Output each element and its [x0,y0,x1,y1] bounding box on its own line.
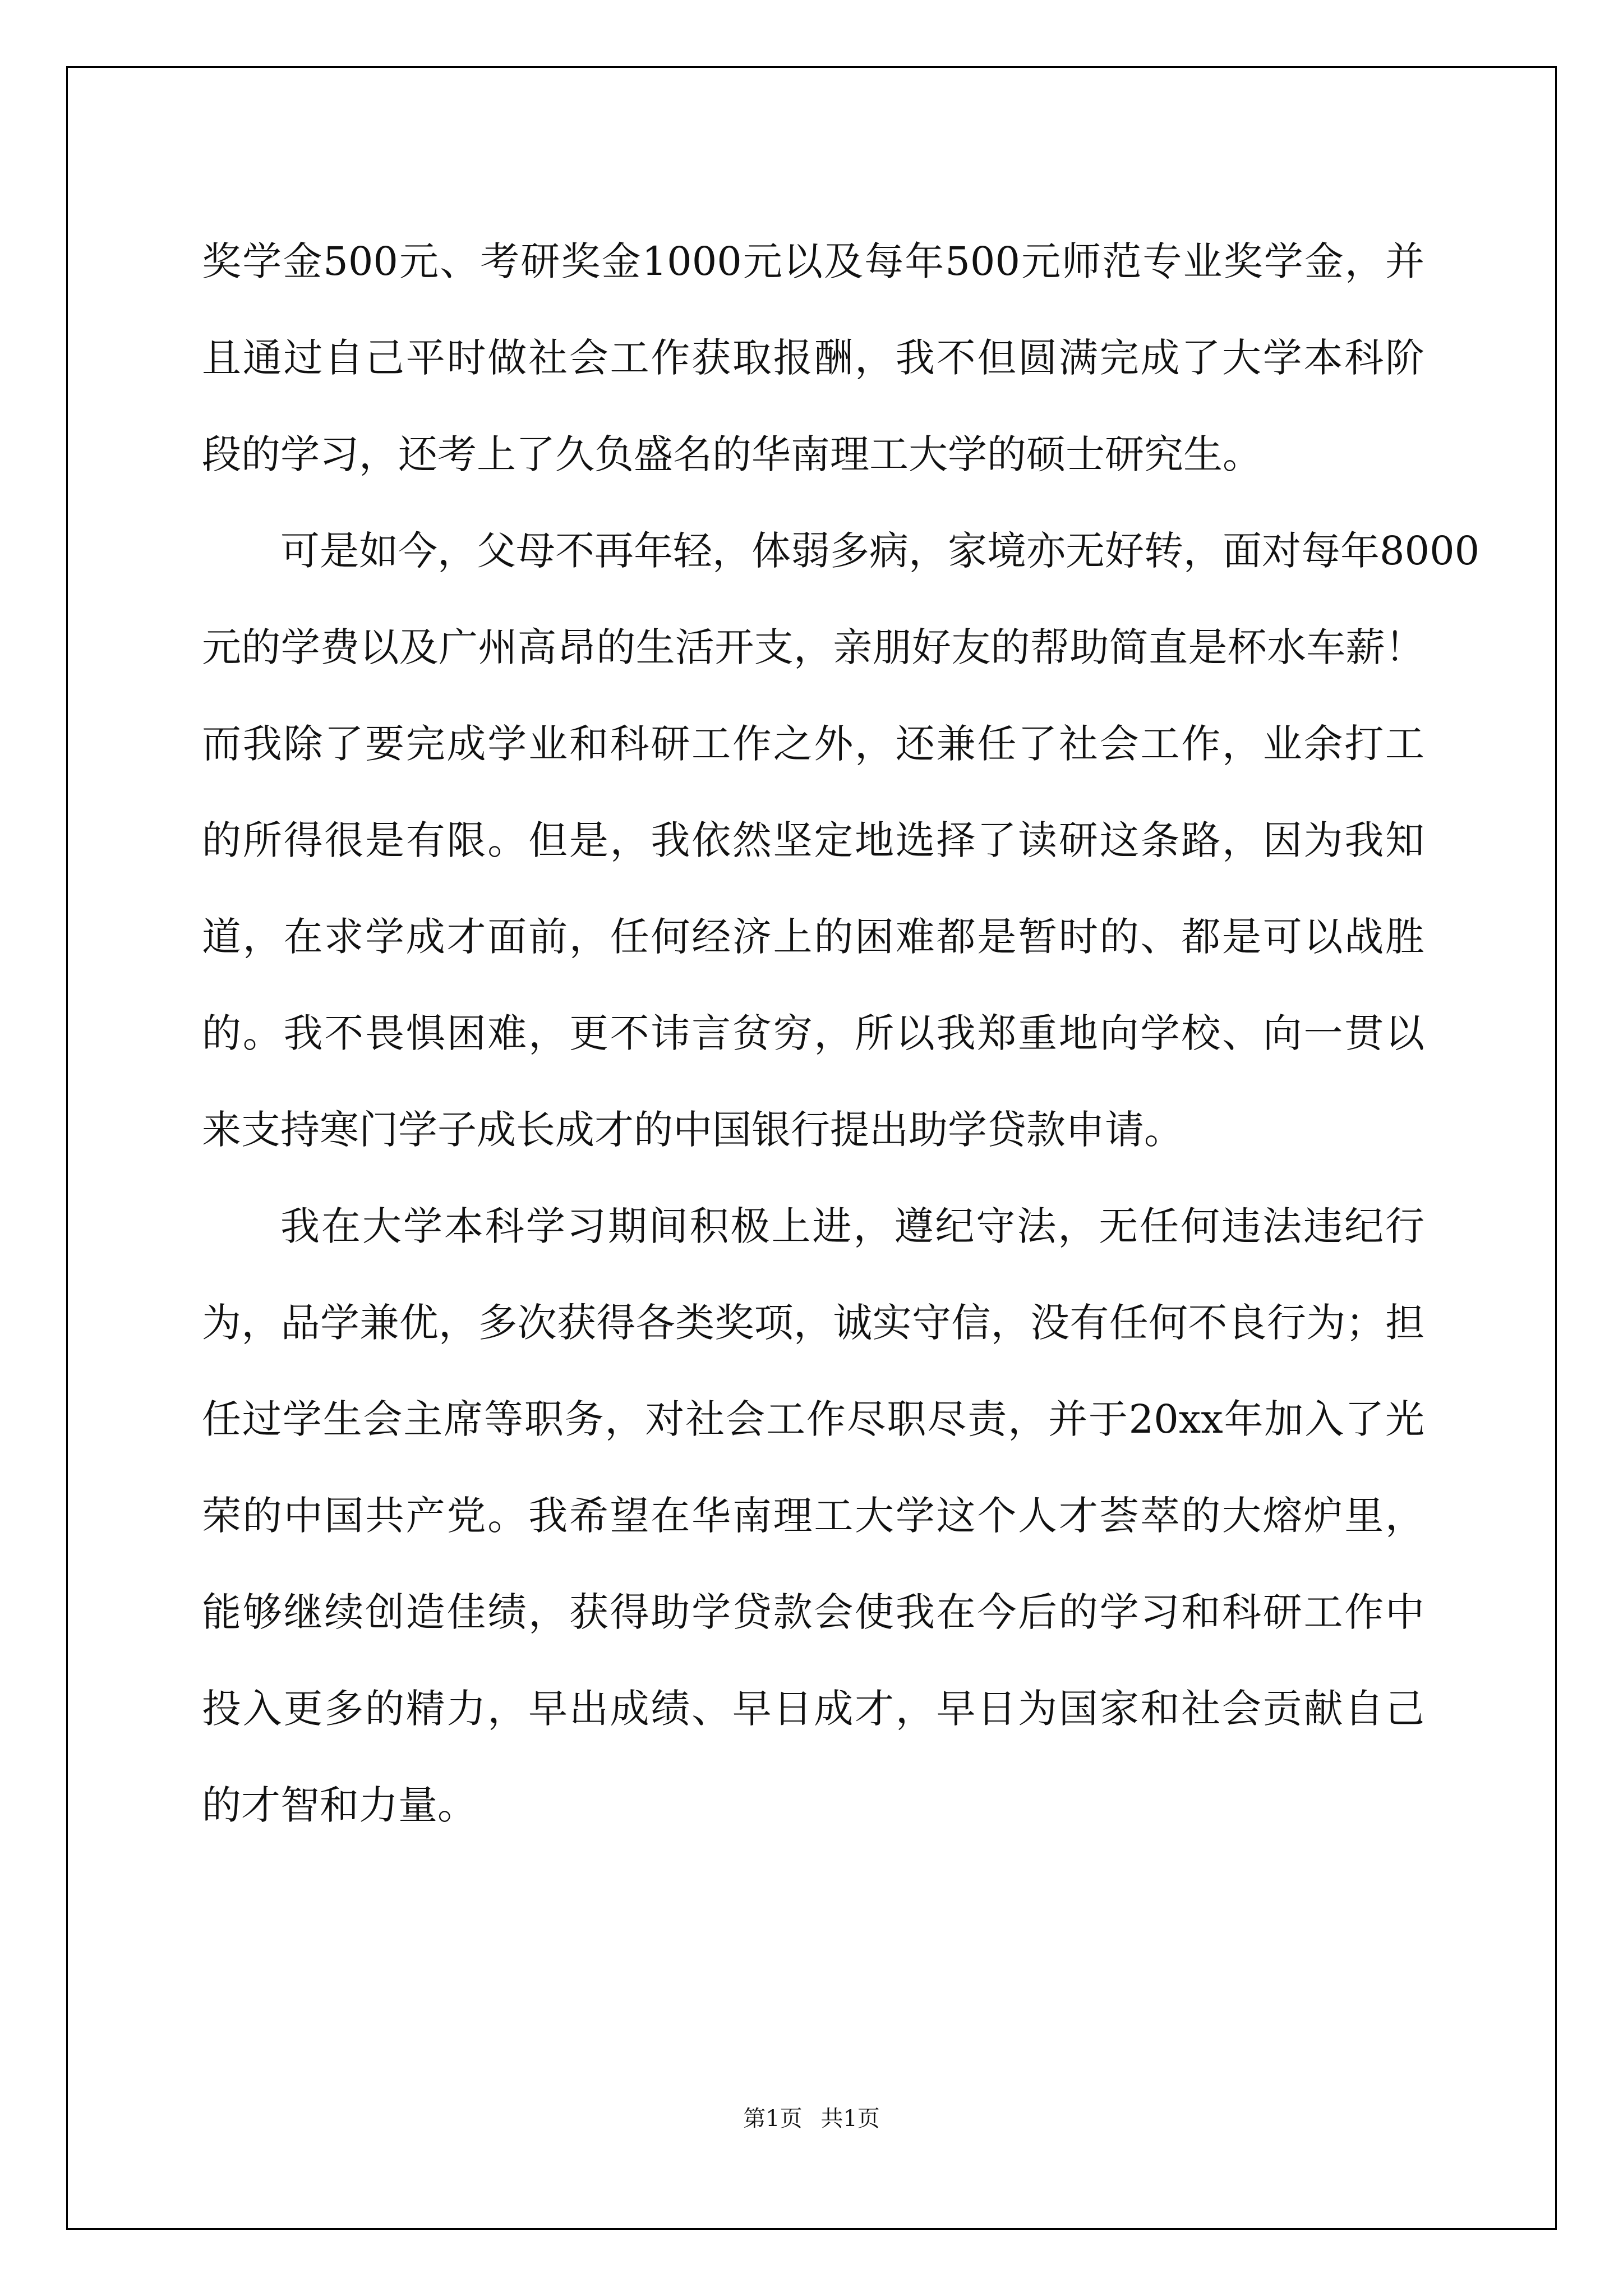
paragraph [202,213,1424,503]
page-number: 第1页 [743,2106,803,2132]
paragraph [202,503,1480,1178]
text-line: 荣的中国共产党。我希望在华南理工大学这个人才荟萃的大熔炉里， [202,1493,1424,1539]
text-line: 段的学习，还考上了久负盛名的华南理工大学的硕士研究生。 [202,431,1262,477]
text-line: 为，品学兼优，多次获得各类奖项，诚实守信，没有任何不良行为；担 [202,1300,1424,1346]
text-line: 来支持寒门学子成长成才的中国银行提出助学贷款申请。 [202,1107,1183,1153]
text-line: 的所得很是有限。但是，我依然坚定地选择了读研这条路，因为我知 [202,817,1424,863]
text-line: 我在大学本科学习期间积极上进，遵纪守法，无任何违法违纪行 [280,1203,1424,1249]
text-line: 投入更多的精力，早出成绩、早日成才，早日为国家和社会贡献自己 [202,1686,1424,1732]
text-line: 道，在求学成才面前，任何经济上的困难都是暂时的、都是可以战胜 [202,914,1424,960]
text-line: 任过学生会主席等职务，对社会工作尽职尽责，并于20xx年加入了光 [202,1396,1424,1442]
text-line: 奖学金500元、考研奖金1000元以及每年500元师范专业奖学金，并 [202,238,1424,284]
text-line: 能够继续创造佳绩，获得助学贷款会使我在今后的学习和科研工作中 [202,1589,1424,1635]
text-line: 元的学费以及广州高昂的生活开支，亲朋好友的帮助简直是杯水车薪！ [202,624,1424,670]
text-line: 且通过自己平时做社会工作获取报酬，我不但圆满完成了大学本科阶 [202,335,1424,381]
document-body [202,213,1480,1853]
text-line: 的才智和力量。 [202,1782,477,1828]
text-line: 可是如今，父母不再年轻，体弱多病，家境亦无好转，面对每年8000 [280,528,1480,574]
page-total: 共1页 [820,2106,880,2132]
paragraph [202,1178,1424,1853]
text-line: 而我除了要完成学业和科研工作之外，还兼任了社会工作，业余打工 [202,721,1424,767]
page-footer [0,2101,1623,2133]
text-line: 的。我不畏惧困难，更不讳言贫穷，所以我郑重地向学校、向一贯以 [202,1010,1424,1056]
